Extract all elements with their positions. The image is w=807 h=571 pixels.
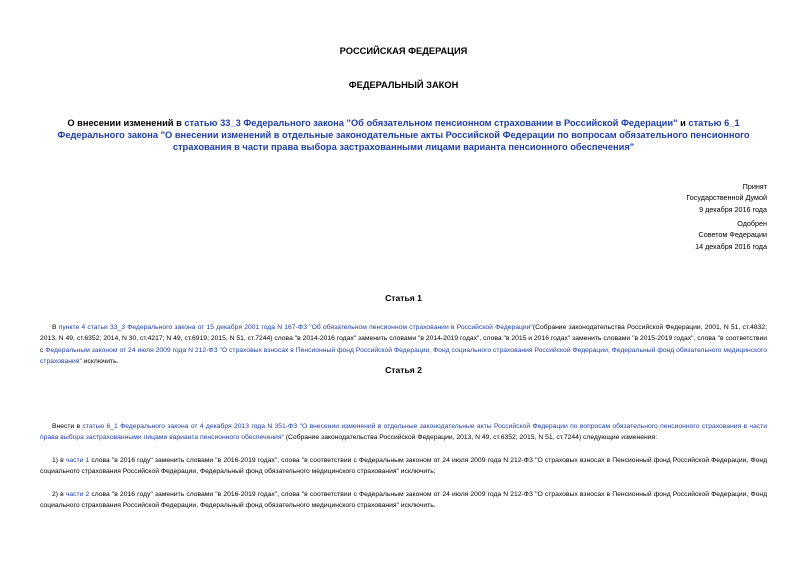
article-2-heading: Статья 2 xyxy=(385,365,422,375)
approval-date: 14 декабря 2016 года xyxy=(695,241,767,251)
article-2-item-2 xyxy=(40,489,767,512)
article-1-link-point-4[interactable]: пункте 4 статьи 33_3 Федерального закона от 15 декабря 2001 года N 167-ФЗ "Об обязательном пенсионном страховании в Российской Федерации" xyxy=(58,324,533,331)
adoption-block xyxy=(686,181,767,215)
approval-block xyxy=(695,218,767,252)
adoption-date: 9 декабря 2016 года xyxy=(699,204,767,214)
title-link-article-6-1[interactable]: статью 6_1 Федерального закона "О внесении изменений в отдельные законодательные акты Российской Федерации по вопросам обязательного пенсионного страхования в части права выбора застрахованными лицами варианта пенсионного обеспечения" xyxy=(57,118,750,152)
title-link-article-33-3[interactable]: статью 33_3 Федерального закона "Об обязательном пенсионном страховании в Российской Федерации" xyxy=(184,118,678,128)
article-2-intro-text-1: Внести в xyxy=(52,423,83,430)
item-1-link-part-1[interactable]: части 1 xyxy=(65,457,90,464)
item-2-text-2: слова "в 2016 году" заменить словами "в 2016-2019 годах", слова "в соответствии с Федеральным законом от 24 июля 2009 года N 212-ФЗ "О страховых взносах в Пенсионный фонд Российской Федерации, Фонд социального страхования Российской Федерации, Федеральный фонд обязательного медицинского страхования" исключить. xyxy=(40,491,768,510)
adoption-line-2: Государственной Думой xyxy=(686,193,767,203)
article-1-text-1: В xyxy=(52,324,59,331)
article-2-item-1 xyxy=(40,455,767,478)
article-1-text xyxy=(40,322,767,367)
article-1-link-law-212[interactable]: Федеральным законом от 24 июля 2009 года N 212-ФЗ "О страховых взносах в Пенсионный фонд Российской Федерации, Фонд социального страхования Российской Федерации, Федеральный фонд обязательного медицинского страхования" xyxy=(40,346,767,365)
title-text-2: и xyxy=(677,118,689,128)
item-1-text-2: слова "в 2016 году" заменить словами "в 2016-2019 годах", слова "в соответствии с Федеральным законом от 24 июля 2009 года N 212-ФЗ "О страховых взносах в Пенсионный фонд Российской Федерации, Фонд социального страхования Российской Федерации, Федеральный фонд обязательного медицинского страхования" исключить; xyxy=(40,457,768,476)
item-2-text-1: 2) в xyxy=(52,491,66,498)
article-2-intro-text-2: (Собрание законодательства Российской Федерации, 2013, N 49, ст.6352; 2015, N 51, ст.7244) следующие изменения: xyxy=(283,434,658,442)
article-1-heading: Статья 1 xyxy=(385,293,422,303)
adoption-line-1: Принят xyxy=(742,182,767,191)
article-1-text-2: (Собрание законодательства Российской Федерации, 2001, N 51, ст.4832; 2013, N 49, ст.6352; 2014, N 30, ст.4217; N 49, ст.6919; 2015, N 51, ст.7244) слова "в 2014-2016 годах" заменить словами "в 2014-2019 годах", слова "в 2015 и 2016 годах" заменить словами "в 2015-2019 годах", слова "в соответствии с xyxy=(40,324,767,354)
title-text-1: О внесении изменений в xyxy=(67,118,185,128)
country-heading: РОССИЙСКАЯ ФЕДЕРАЦИЯ xyxy=(339,46,468,56)
law-title xyxy=(40,117,767,153)
approval-line-1: Одобрен xyxy=(737,219,767,228)
law-type-heading: ФЕДЕРАЛЬНЫЙ ЗАКОН xyxy=(348,80,459,90)
approval-line-2: Советом Федерации xyxy=(698,230,767,240)
article-2-link-article-6-1[interactable]: статью 6_1 Федерального закона от 4 декабря 2013 года N 351-ФЗ "О внесении изменений в отдельные законодательные акты Российской Федерации по вопросам обязательного пенсионного страхования в части права выбора застрахованными лицами варианта пенсионного обеспечения" xyxy=(40,423,767,442)
item-1-text-1: 1) в xyxy=(52,457,66,464)
article-1-text-3: исключить. xyxy=(81,357,119,365)
article-2-intro xyxy=(40,421,767,444)
item-2-link-part-2[interactable]: части 2 xyxy=(65,491,90,498)
